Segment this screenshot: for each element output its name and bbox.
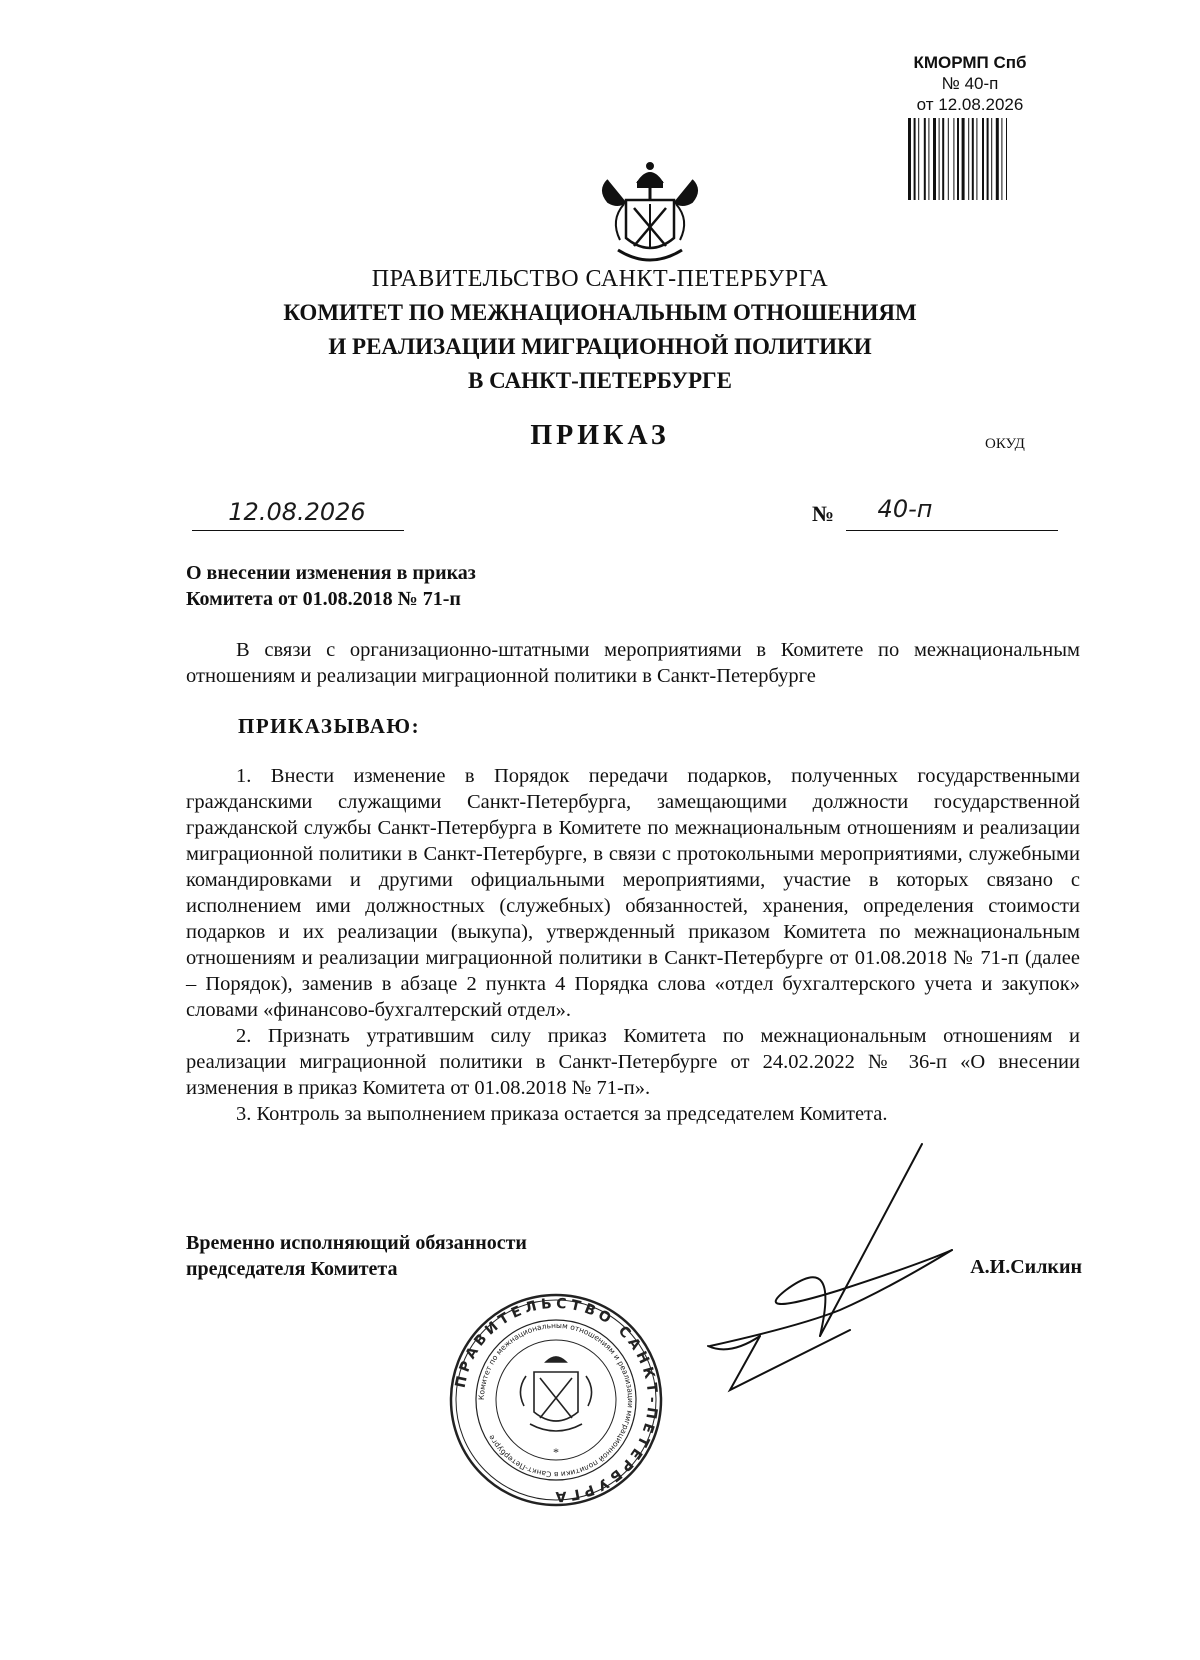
signer-title-line2: председателя Комитета	[186, 1258, 398, 1280]
barcode-icon	[906, 118, 1056, 200]
signature-icon	[690, 1140, 970, 1400]
barcode-bar	[942, 118, 944, 200]
barcode-bar	[908, 118, 911, 200]
order-item-1: 1. Внести изменение в Порядок передачи подарков, полученных государственными гражданскими служащими Санкт-Петербурга, замещающими должности государственной гражданской службы Санкт-Петербурга в Комитете по межнациональным отношениям и реализации миграционной политики в Санкт-Петербурге, в связи с протокольными мероприятиями, служебными командировками и другими официальными мероприятиями, участие в которых связано с исполнением ими должностных (служебных) обязанностей, хранения, определения стоимости подарков и их реализации (выкупа), утвержденный приказом Комитета по межнациональным отношениям и реализации миграционной политики в Санкт-Петербурге от 01.08.2018 № 71-п (далее – Порядок), заменив в абзаце 2 пункта 4 Порядка слова «отдел бухгалтерского учета и закупок» словами «финансово-бухгалтерский отдел».	[186, 765, 1080, 1021]
orders-heading: ПРИКАЗЫВАЮ:	[238, 714, 421, 738]
barcode-bar	[924, 118, 926, 200]
barcode-bar	[996, 118, 999, 200]
committee-name-line2: И РЕАЛИЗАЦИИ МИГРАЦИОННОЙ ПОЛИТИКИ	[328, 334, 872, 359]
barcode-bar	[987, 118, 989, 200]
barcode-bar	[914, 118, 916, 200]
order-items	[186, 763, 1080, 1127]
government-name: ПРАВИТЕЛЬСТВО САНКТ-ПЕТЕРБУРГА	[371, 266, 829, 292]
preamble	[186, 637, 1080, 689]
registration-stamp	[880, 52, 1060, 115]
barcode-bar	[948, 118, 949, 200]
subject-line1: О внесении изменения в приказ	[186, 562, 476, 584]
date-underline	[192, 530, 404, 531]
registration-date: от 12.08.2026	[916, 95, 1024, 114]
okud-label: ОКУД	[985, 436, 1025, 452]
barcode-bar	[953, 118, 954, 200]
coat-of-arms-icon	[590, 160, 710, 272]
barcode-bar	[976, 118, 977, 200]
seal-inner-text: Комитет по межнациональным отношениям и реализации миграционной политики в Санкт-Петербурге	[476, 1320, 636, 1480]
committee-name-line1: КОМИТЕТ ПО МЕЖНАЦИОНАЛЬНЫМ ОТНОШЕНИЯМ	[283, 300, 917, 325]
order-subject	[186, 560, 686, 612]
barcode-bar	[1001, 118, 1002, 200]
barcode-bar	[918, 118, 919, 200]
document-type: ПРИКАЗ	[530, 420, 670, 451]
barcode-bar	[972, 118, 974, 200]
barcode-bar	[968, 118, 969, 200]
seal-outer-text: ПРАВИТЕЛЬСТВО САНКТ-ПЕТЕРБУРГА	[452, 1295, 661, 1505]
registration-number: № 40-п	[941, 74, 999, 93]
committee-name-line3: В САНКТ-ПЕТЕРБУРГЕ	[468, 368, 732, 393]
official-seal-icon	[446, 1290, 666, 1510]
barcode-bar	[957, 118, 959, 200]
barcode-bar	[991, 118, 992, 200]
order-item-2: 2. Признать утратившим силу приказ Комитета по межнациональным отношениям и реализации миграционной политики в Санкт-Петербурге от 24.02.2022 № 36-п «О внесении изменения в приказ Комитета от 01.08.2018 № 71-п».	[186, 1025, 1080, 1099]
order-date-handwritten: 12.08.2026	[228, 498, 366, 526]
signer-title-line1: Временно исполняющий обязанности	[186, 1232, 527, 1254]
order-item-3: 3. Контроль за выполнением приказа остается за председателем Комитета.	[236, 1103, 888, 1125]
barcode-bar	[1006, 118, 1007, 200]
barcode-bar	[962, 118, 965, 200]
registration-org: КМОРМП Спб	[913, 53, 1027, 72]
signer-name: А.И.Силкин	[970, 1256, 1082, 1278]
number-underline	[846, 530, 1058, 531]
barcode-bar	[933, 118, 936, 200]
signer-title	[186, 1230, 606, 1282]
svg-text:*: *	[553, 1445, 559, 1459]
barcode-bar	[982, 118, 984, 200]
barcode-bar	[928, 118, 929, 200]
order-number-handwritten: 40-п	[877, 495, 933, 523]
number-sign: №	[812, 501, 835, 526]
preamble-text: В связи с организационно-штатными мероприятиями в Комитете по межнациональным отношениям и реализации миграционной политики в Санкт-Петербурге	[186, 639, 1080, 687]
barcode-bar	[939, 118, 940, 200]
subject-line2: Комитета от 01.08.2018 № 71-п	[186, 588, 461, 610]
